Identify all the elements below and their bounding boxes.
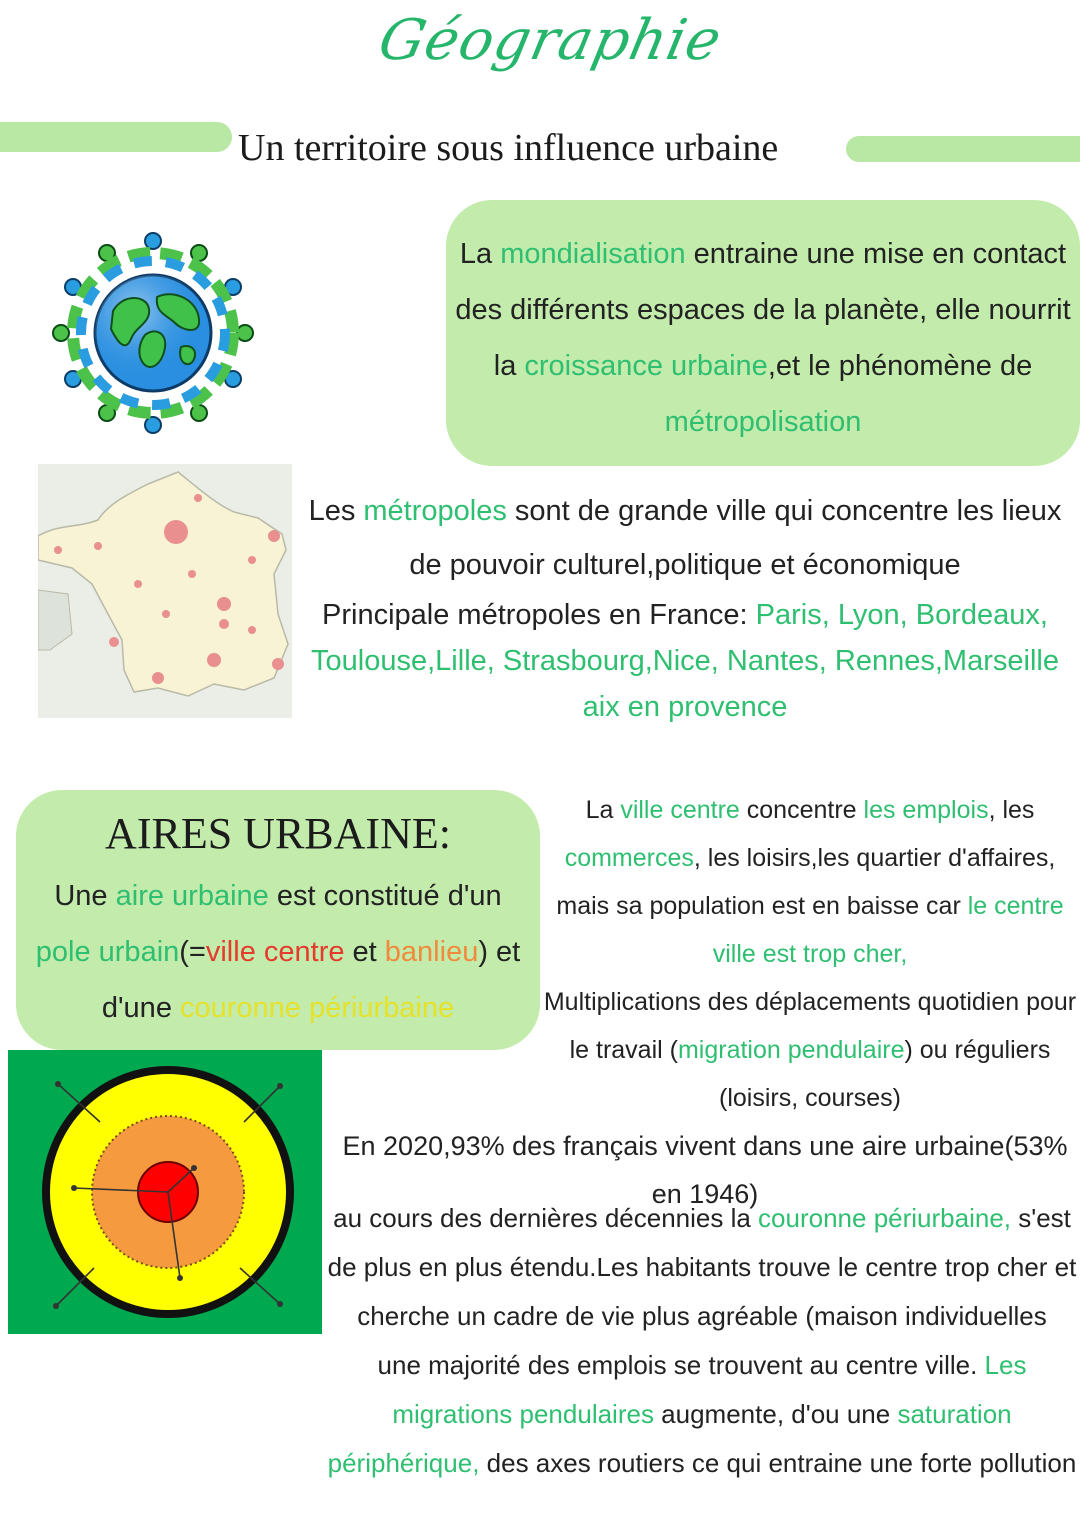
- script-title: Géographie: [373, 8, 728, 73]
- text-span: , les loisirs,les quartier d'affaires, mais sa population est en baisse car: [556, 844, 1056, 920]
- ville-centre-text: [540, 786, 1080, 1122]
- mondialisation-text: [446, 226, 1080, 450]
- periurbain-paragraph: [324, 1194, 1080, 1341]
- metropoles-text: [290, 484, 1080, 730]
- decorative-bar-right: [846, 136, 1080, 162]
- aires-urbaine-text: [28, 868, 528, 1036]
- text-span: au cours des dernières décennies la: [333, 1203, 759, 1233]
- text-span: , les: [988, 796, 1035, 824]
- keyword-centre-ville-cher: le centre ville est trop cher,: [712, 892, 1064, 968]
- text-span: concentre: [739, 796, 864, 824]
- keyword-aire-urbaine: aire urbaine: [115, 880, 269, 912]
- keyword-commerces: commerces: [564, 844, 694, 872]
- migrations-paragraph: [324, 1341, 1080, 1488]
- text-span: Multiplications des déplacements quotidien pour le travail (: [543, 988, 1077, 1064]
- globe-people-ring-icon: [44, 228, 262, 438]
- periurbain-text: [324, 1194, 1080, 1488]
- keyword-migration-pendulaire: migration pendulaire: [677, 1036, 905, 1064]
- keyword-banlieu: banlieu: [384, 936, 479, 968]
- text-span: Les: [308, 495, 364, 527]
- france-metropoles-map: [38, 464, 292, 718]
- urban-statistic: En 2020,93% des français vivent dans une aire urbaine(53% en 1946): [342, 1131, 1068, 1209]
- text-span: Principale métropoles en France:: [322, 599, 756, 631]
- keyword-croissance-urbaine: croissance urbaine: [524, 350, 768, 382]
- keyword-saturation-peripherique: saturation périphérique,: [327, 1399, 1012, 1478]
- text-span: ) ou réguliers (loisirs, courses): [719, 1036, 1051, 1112]
- keyword-ville-centre: ville centre: [205, 936, 345, 968]
- text-span: ) et d'une: [101, 936, 521, 1024]
- metropoles-definition: [290, 484, 1080, 592]
- text-span: ,et le phénomène de: [767, 350, 1033, 382]
- keyword-migrations-pendulaires: Les migrations pendulaires: [392, 1350, 1027, 1429]
- keyword-metropoles: métropoles: [363, 495, 507, 527]
- text-span: et: [344, 936, 385, 968]
- text-span: sont de grande ville qui concentre les lieux de pouvoir culturel,politique et économique: [409, 495, 1062, 581]
- text-span: La: [459, 238, 501, 270]
- text-span: (=: [179, 936, 206, 968]
- keyword-couronne-periurbaine: couronne périurbaine: [180, 992, 455, 1024]
- page-subtitle: Un territoire sous influence urbaine: [238, 127, 779, 169]
- text-span: une majorité des emplois se trouvent au centre ville.: [377, 1350, 985, 1380]
- text-span: entraine une mise en contact des différents espaces de la planète, elle nourrit la: [455, 238, 1071, 382]
- urban-area-rings-diagram: [8, 1050, 322, 1334]
- keyword-mondialisation: mondialisation: [500, 238, 686, 270]
- metropoles-city-list: Paris, Lyon, Bordeaux, Toulouse,Lille, Strasbourg,Nice, Nantes, Rennes,Marseille aix en provence: [311, 599, 1059, 723]
- aires-urbaine-heading: AIRES URBAINE:: [105, 809, 451, 858]
- deplacements-paragraph: [540, 978, 1080, 1122]
- text-span: augmente, d'ou une: [653, 1399, 898, 1429]
- ville-centre-paragraph: [540, 786, 1080, 978]
- text-span: La: [585, 796, 621, 824]
- metropoles-list: [290, 592, 1080, 730]
- text-span: des axes routiers ce qui entraine une forte pollution: [479, 1448, 1077, 1478]
- text-span: est constitué d'un: [268, 880, 502, 912]
- text-span: Une: [54, 880, 116, 912]
- decorative-bar-left: [0, 122, 232, 152]
- keyword-pole-urbain: pole urbain: [35, 936, 180, 968]
- keyword-couronne-periurbaine: couronne périurbaine,: [758, 1203, 1012, 1233]
- keyword-ville-centre: ville centre: [620, 796, 740, 824]
- keyword-emplois: les emplois: [863, 796, 989, 824]
- keyword-metropolisation: métropolisation: [664, 406, 862, 438]
- text-span: s'est de plus en plus étendu.Les habitants trouve le centre trop cher et cherche un cadre de vie plus agréable (maison individuelles: [327, 1203, 1077, 1331]
